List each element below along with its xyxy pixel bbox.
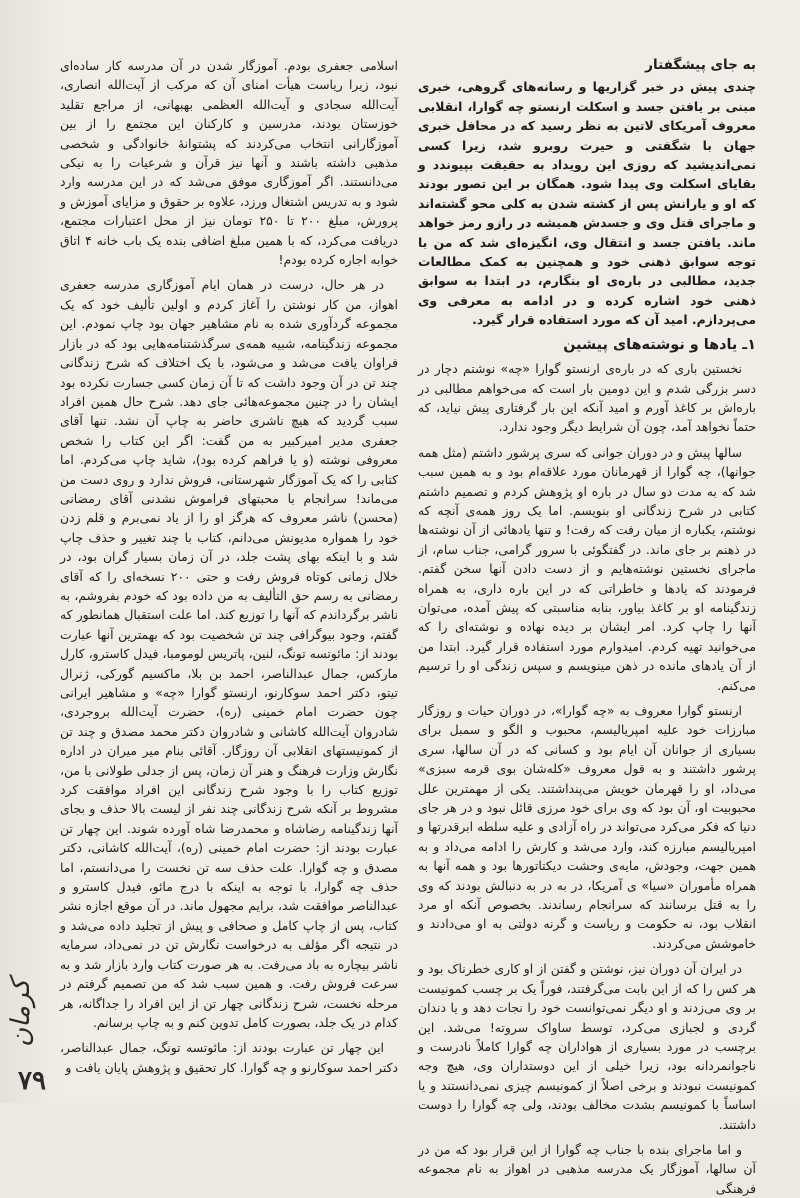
right-column: [418, 56, 756, 1196]
body-paragraph: این چهار تن عبارت بودند از: مائوتسه تونگ، جمال عبدالناصر، دکتر احمد سوکارنو و چه گوارا. کار تحقیق و پژوهش پایان یافت و: [60, 1040, 398, 1075]
body-paragraph: و اما ماجرای بنده با جناب چه گوارا از این قرار بود که من در آن سالها، آموزگار یک مدرسه مذهبی در اهواز به نام مجموعه فرهنگی: [418, 1141, 756, 1196]
magazine-logo: [6, 958, 52, 1068]
body-paragraph: در ایران آن دوران نیز، نوشتن و گفتن از او کاری خطرناک بود و هر کس را که از این بابت می‌گرفتند، فوراً یک بر چسب کمونیست بر وی می‌زدند و او دیگر نمی‌توانست خود را نجات دهد و یا دندان گردی و لجبازی می‌کرد، توسط ساواک سروته! می‌شد. این برچسب در مورد بسیاری از هواداران چه گوارا کاملاً نادرست و ناجوانمردانه بود، زیرا خیلی از این دوستداران وی، هیچ وجه کمونیست نبودند و برخی اصلاً از کمونیسم چیزی نمی‌دانستند و یا اساساً با کمونیسم بشدت مخالف بودند، ولی چه گوارا را دوست داشتند.: [418, 961, 756, 1132]
body-paragraph: نخستین باری که در باره‌ی ارنستو گوارا «چه» نوشتم دچار در دسر بزرگی شدم و این دومین بار است که می‌خواهم مطالبی در باره‌اش بر کاغذ آورم و امید آنکه این بار گرفتاری پیش نیاید، که حتماً نخواهد آمد، چون آن شرایط دیگر وجود ندارد.: [418, 361, 756, 435]
page-number: ۷۹: [18, 1066, 46, 1096]
introduction-heading: به جای پیشگفتار: [645, 57, 756, 73]
left-column: [60, 56, 398, 1085]
body-paragraph: ارنستو گوارا معروف به «چه گوارا»، در دوران حیات و روزگار مبارزات خود علیه امپریالیسم، محبوب و الگو و سمبل برای بسیاری از جوانان آن ایام بود و کسانی که در آن سالها، سری پرشور داشتند و به قول معروف «کله‌شان بوی قرمه سبزی» می‌داد، او را قهرمان خویش می‌پنداشتند. یکی از مهمترین علل محبوبیت او، آن بود که وی برای خود مرزی قائل نبود و در هر جای دنیا که فکر می‌کرد می‌تواند در راه آزادی و علیه سلطه ابرقدرتها و امپریالیسم مبارزه کند، وارد می‌شد و کارش را ادامه می‌داد و به همین جهت، وجودش، مایه‌ی وحشت دیکتاتورها بود و همه آنها به همراه مأموران «سیا» ی آمریکا، در به در به دنبالش بودند که وی را به قتل برسانند که سرانجام رساندند. بخصوص آنکه او مرد انقلاب بود، نه حکومت و ریاست و گرنه دولتی به او می‌دادند و خاموشش می‌کردند.: [418, 703, 756, 951]
body-paragraph: اسلامی جعفری بودم. آموزگار شدن در آن مدرسه کار ساده‌ای نبود، زیرا ریاست هیأت امنای آن که مرکب از آیت‌الله انصاری، آیت‌الله سجادی و آیت‌الله العظمی بهبهانی، از مراجع تقلید خوزستان بودند، مدرسین و کارکنان این مجتمع را از بین آموزگارانی انتخاب می‌کردند که پشتوانۀ خانوادگی و شخصی مذهبی داشته باشند و آنها نیز قرآن و شرعیات را به نیکی می‌دانستند. اگر آموزگاری موفق می‌شد که در این مدرسه وارد شود و به تدریس اشتغال ورزد، علاوه بر حقوق و مزایای آموزش و پرورش، مبلغ ۲۰۰ تا ۲۵۰ تومان نیز از محل اعتبارات مجتمع، دریافت می‌کرد، که با همین مبلغ اضافی بنده یک باب خانه ۴ اتاق خوابه اجاره کرده بودم!: [60, 58, 398, 268]
body-paragraph: سالها پیش و در دوران جوانی که سری پرشور داشتم (مثل همه جوانها)، چه گوارا از قهرمانان مورد علاقه‌ام بود و به همین سبب شد که به مدت دو سال در باره او پژوهش کردم و تصمیم داشتم کتابی در شرح زندگانی او بنویسم. اما یک روز همه‌ی آنچه که نوشتم، یکباره از میان رفت که رفت! و تنها یادهائی از آن نوشته‌ها در ذهنم بر جای ماند. در گفتگوئی با سرور گرامی، جناب سام، از ماجرای نخستین نوشته‌هایم و از دست دادن آنها سخن گفتم. فرمودند که یادها و خاطراتی که در این باره داری، به همراه زندگینامه او بر کاغذ بیاور، بنابه مناسبتی که پیش آمده، می‌توان آنها را چاپ کرد. امر ایشان بر دیده نهاده و نوشته‌ای را که می‌خوانید تهیه کردم. امیدوارم مورد استفاده قرار گیرد. ابتدا من از آن یادهای مانده در ذهن مینویسم و سپس زندگی او را ترسیم می‌کنم.: [418, 444, 756, 693]
introduction-paragraph: چندی پیش در خبر گزاریها و رسانه‌های گروهی، خبری مبنی بر یافتن جسد و اسکلت ارنستو چه گوارا، انقلابی معروف آمریکای لاتین به نظر رسید که در محافل خبری جهان با شگفتی و حیرت روبرو شد، زیرا کسی نمی‌اندیشید که روزی این رویداد به حقیقت بپیوندد و بقایای اسکلت وی پیدا شود. همگان بر این تصور بودند که او و یارانش پس از کشته شدن به کلی محو گشته‌اند و ماجرای قتل وی و جسدش همیشه در رازو رمز خواهد ماند. یافتن جسد و انتقال وی، انگیزه‌ای شد که من با توجه سوابق ذهنی خود و همچنین به کمک مطالعات جدید، مطالبی در باره‌ی او بنگارم، در ابتدا به سوابق ذهنی خود اشاره کرده و در ادامه به معرفی وی می‌پردازم. امید آن که مورد استفاده قرار گیرد.: [418, 79, 756, 328]
introduction: [418, 56, 756, 330]
magazine-logo-text: کرمان: [6, 979, 36, 1047]
body-paragraph: در هر حال، درست در همان ایام آموزگاری مدرسه جعفری اهواز، من کار نوشتن را آغاز کردم و اولین تألیف خود که یک مجموعه گردآوری شده به نام مشاهیر جهان بود چاپ نمودم. این مجموعه زندگینامه، شبیه همه‌ی سرگذشتنامه‌هایی بود که در بازار فراوان یافت می‌شد و می‌شود، با یک اختلاف که شرح زندگانی چند تن در آن وجود داشت که تا آن زمان کسی جسارت نکرده بود ایشان را در چنین مجموعه‌هائی جای دهد. شرح حال همین افراد سبب گردید که هیچ ناشری حاضر به چاپ آن نشد. تنها آقای جعفری مدیر امیرکبیر به من گفت: اگر این کتاب را شخص معروفی نوشته (و یا فراهم کرده بود)، شاید چاپ می‌کردم. اما کتابی را که یک آموزگار شهرستانی، فروش ندارد و روی دست من می‌ماند! سرانجام با محبتهای فراموش نشدنی آقای رمضانی (محسن) ناشر معروف که هرگز او را از یاد نمی‌برم و قلم زدن خود را همواره مدیونش می‌دانم، کتاب با چند تغییر و حذف چاپ شد و با اینکه بهای پشت جلد، در آن زمان بسیار گران بود، در خلال زمانی کوتاه فروش رفت و حتی ۲۰۰ نسخه‌ای را که آقای رمضانی به رسم حق التألیف به من داده بود که خودم بفروشم، به ناشر برگرداندم که آنها را توزیع کند. اما علت استقبال همانطور که گفتم، وجود بیوگرافی چند تن شخصیت بود که بهمترین آنها عبارت بودند از: مائوتسه تونگ، لنین، پاتریس لومومبا، فیدل کاسترو، کارل مارکس، جمال عبدالناصر، احمد بن بلا، ماکسیم گورکی، ژنرال تیتو، دکتر احمد سوکارنو، ارنستو گوارا «چه» و مشاهیر ایرانی چون حضرت امام خمینی (ره)، حضرت آیت‌الله بروجردی، شادروان آیت‌الله کاشانی و شادروان دکتر محمد مصدق و چند تن از کمونیستهای انقلابی آن روزگار. آقائی بنام میر میران در اداره نگارش وزارت فرهنگ و هنر آن زمان، پس از جدلی طولانی با من، توزیع کتاب را با وجود شرح زندگانی این افراد موافقت کرد مشروط بر آنکه شرح زندگانی چند نفر از لیست بالا حذف و بجای آنها زندگینامه رضاشاه و محمدرضا شاه آورده شوند. این چهار تن عبارت بودند از: حضرت امام خمینی (ره)، آیت‌الله کاشانی، دکتر مصدق و چه گوارا. علت حذف سه تن نخست را می‌دانستم، اما حذف چه گوارا، با توجه به اینکه با درج مائو، فیدل کاسترو و عبدالناصر موافقت شد، برایم مجهول ماند. در آن موقع اجازه نشر کتاب، پس از چاپ کامل و صحافی و پیش از تجلید داده می‌شد و در نتیجه اگر مؤلف به درخواست نگارش تن در نمی‌داد، سرمایه ناشر بیچاره به باد می‌رفت. به هر صورت کتاب وارد بازار شد و به سرعت فروش رفت. و همین سبب شد که من تصمیم گرفتم در مرحله نخست، شرح زندگانی چهار تن از این افراد را جداگانه، هر کدام در یک جلد، بصورت کامل تدوین کنم و به چاپ برسانم.: [60, 277, 398, 1030]
section-heading: ۱ـ یادها و نوشته‌های پیشین: [563, 336, 756, 353]
page-margin: [0, 0, 58, 1103]
